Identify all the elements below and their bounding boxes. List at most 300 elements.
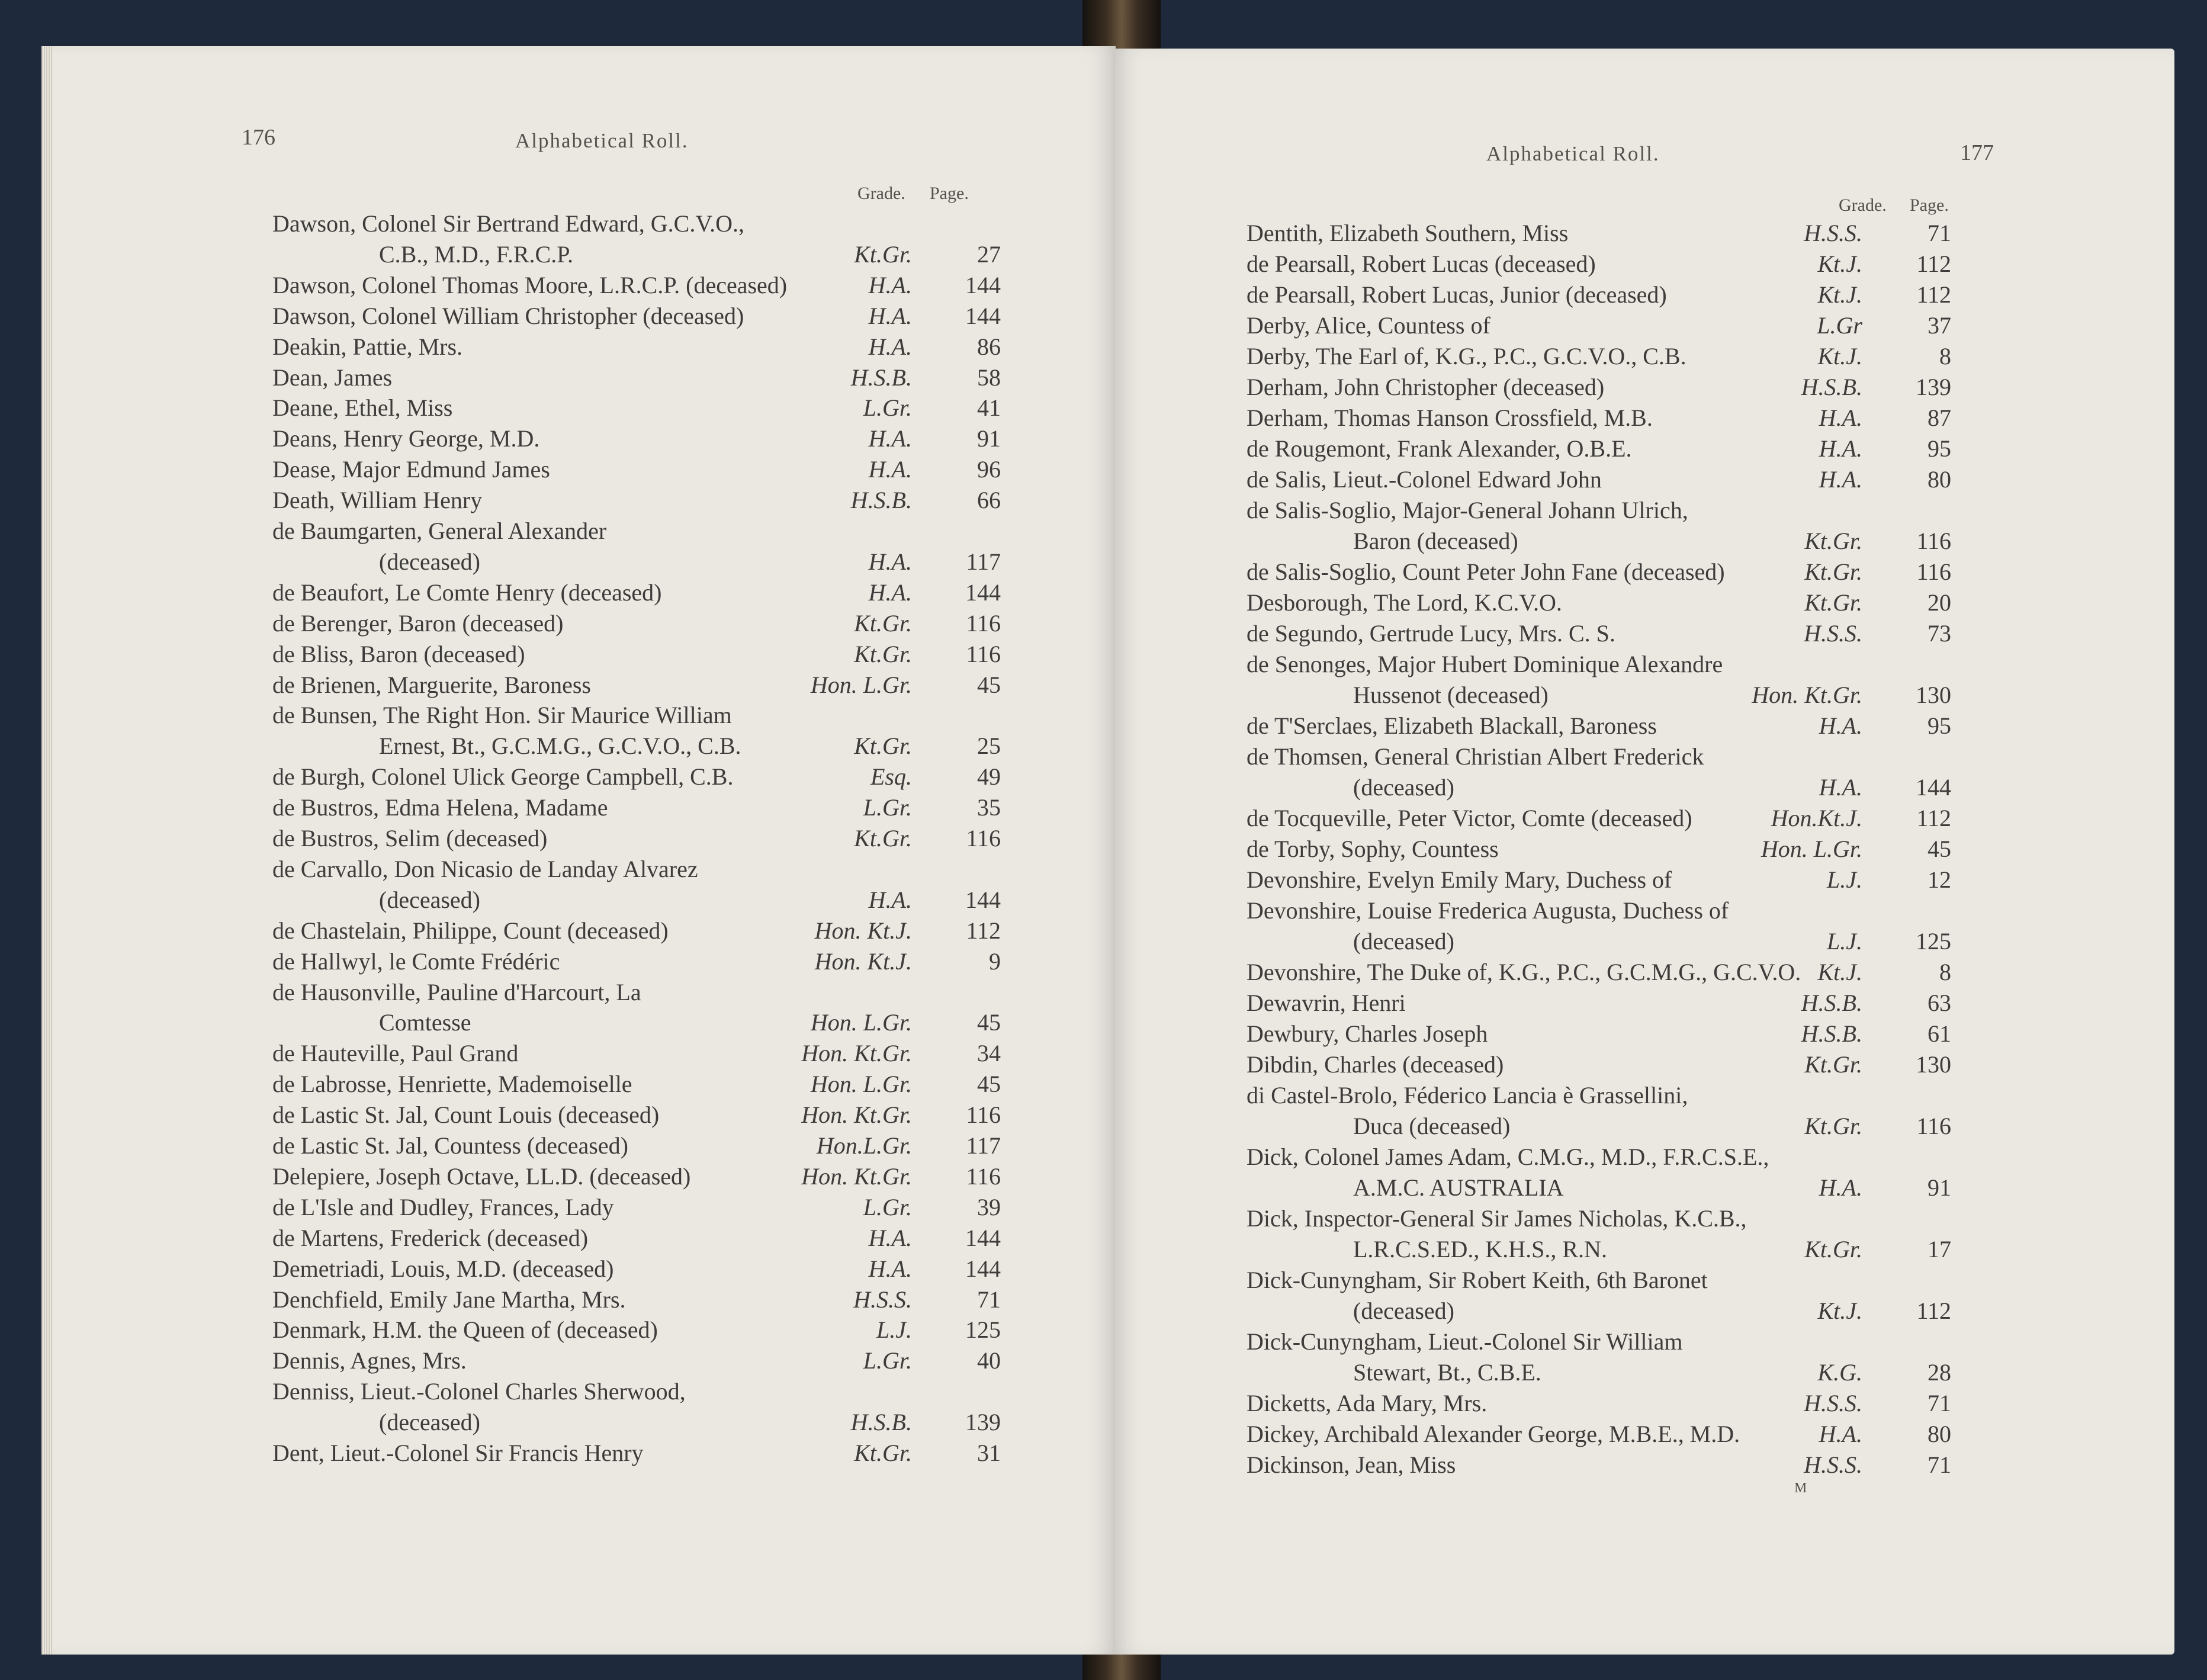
entry-name: Deans, Henry George, M.D.	[272, 425, 540, 452]
entry-name: Devonshire, The Duke of, K.G., P.C., G.C.M.G., G.C.V.O.	[1247, 959, 1801, 985]
entry-page: 144	[1916, 774, 1951, 801]
entry-row	[272, 301, 1001, 332]
entry-grade: Kt.Gr.	[854, 733, 912, 760]
entry-name: de Brienen, Marguerite, Baroness	[272, 671, 591, 698]
entry-row	[1247, 1296, 1951, 1326]
entry-row	[272, 977, 1001, 1008]
entry-row	[1247, 711, 1951, 741]
entry-name: (deceased)	[1353, 928, 1454, 955]
entry-row	[272, 670, 1001, 701]
entry-grade: L.Gr	[1817, 312, 1862, 339]
entry-name: Deakin, Pattie, Mrs.	[272, 333, 463, 360]
entry-page: 144	[965, 1224, 1001, 1251]
entry-name: (deceased)	[379, 548, 480, 575]
entry-row	[272, 547, 1001, 577]
entry-page: 45	[977, 1009, 1001, 1036]
entry-row	[272, 516, 1001, 547]
entry-grade: H.A.	[868, 271, 912, 298]
entry-grade: H.S.S.	[1804, 1451, 1862, 1478]
entry-row	[272, 823, 1001, 854]
entry-page: 45	[977, 671, 1001, 698]
entry-name: Dewbury, Charles Joseph	[1247, 1020, 1488, 1047]
entry-name: Dickey, Archibald Alexander George, M.B.E., M.D.	[1247, 1421, 1740, 1447]
entry-row	[1247, 1142, 1951, 1173]
entry-page: 9	[989, 947, 1001, 975]
entry-grade: Hon. L.Gr.	[810, 1009, 912, 1036]
entry-name: Ernest, Bt., G.C.M.G., G.C.V.O., C.B.	[379, 733, 741, 760]
entry-page: 116	[966, 640, 1001, 667]
entry-row	[1247, 495, 1951, 526]
entry-name: de Bliss, Baron (deceased)	[272, 640, 525, 667]
entry-name: de Carvallo, Don Nicasio de Landay Alvarez	[272, 855, 698, 882]
entry-grade: H.A.	[868, 425, 912, 452]
entry-grade: H.A.	[1819, 435, 1862, 462]
entry-name: Dick, Inspector-General Sir James Nicholas, K.C.B.,	[1247, 1205, 1747, 1232]
entry-name: Death, William Henry	[272, 487, 483, 514]
entry-page: 144	[965, 886, 1001, 913]
entry-grade: Hon. L.Gr.	[810, 671, 912, 698]
entry-page: 144	[965, 579, 1001, 606]
entry-row	[1247, 649, 1951, 680]
entry-grade: L.J.	[876, 1316, 912, 1344]
entry-row	[272, 362, 1001, 393]
entry-grade: L.Gr.	[863, 1347, 912, 1374]
entry-name: Devonshire, Evelyn Emily Mary, Duchess of	[1247, 866, 1672, 893]
entry-name: de Bustros, Selim (deceased)	[272, 825, 548, 852]
right-page-number: 177	[1960, 140, 1994, 165]
entry-row	[272, 393, 1001, 423]
entry-page: 39	[977, 1193, 1001, 1220]
entry-name: Duca (deceased)	[1353, 1113, 1511, 1139]
entry-grade: H.A.	[868, 456, 912, 483]
entry-grade: H.S.S.	[1804, 1390, 1862, 1416]
entry-name: de Beaufort, Le Comte Henry (deceased)	[272, 579, 662, 606]
entry-row	[272, 1130, 1001, 1161]
entry-row	[1247, 526, 1951, 557]
entry-row	[272, 1038, 1001, 1069]
entry-row	[1247, 1450, 1951, 1480]
entry-row	[1247, 1111, 1951, 1142]
entry-name: Dawson, Colonel Thomas Moore, L.R.C.P. (deceased)	[272, 271, 788, 298]
entry-name: de Hauteville, Paul Grand	[272, 1040, 519, 1067]
entry-name: (deceased)	[379, 1409, 480, 1436]
entry-page: 73	[1927, 620, 1951, 647]
entry-grade: Kt.Gr.	[854, 640, 912, 667]
entry-name: de Burgh, Colonel Ulick George Campbell, C.B.	[272, 763, 734, 791]
entry-grade: H.A.	[1819, 774, 1862, 801]
entry-name: Derby, Alice, Countess of	[1247, 312, 1490, 339]
entry-row	[1247, 464, 1951, 495]
entry-name: Dick-Cunyngham, Lieut.-Colonel Sir William	[1247, 1328, 1683, 1355]
entry-grade: Kt.J.	[1817, 959, 1862, 985]
entry-name: di Castel-Brolo, Féderico Lancia è Grassellini,	[1247, 1082, 1688, 1109]
entry-page: 49	[977, 763, 1001, 791]
entry-name: de L'Isle and Dudley, Frances, Lady	[272, 1193, 614, 1220]
entry-name: de Chastelain, Philippe, Count (deceased)	[272, 917, 669, 944]
entry-name: de Senonges, Major Hubert Dominique Alexandre	[1247, 651, 1723, 677]
entry-row	[1247, 803, 1951, 834]
entry-page: 144	[965, 302, 1001, 329]
entry-row	[1247, 1173, 1951, 1203]
entry-grade: H.S.S.	[1804, 620, 1862, 647]
entry-page: 17	[1927, 1236, 1951, 1263]
entry-row	[1247, 341, 1951, 372]
entry-page: 95	[1927, 712, 1951, 739]
entry-name: Dicketts, Ada Mary, Mrs.	[1247, 1390, 1488, 1416]
entry-row	[1247, 280, 1951, 310]
entry-grade: L.J.	[1827, 928, 1862, 955]
entry-row	[272, 885, 1001, 916]
entry-name: (deceased)	[1353, 1297, 1454, 1324]
entry-grade: H.S.B.	[1801, 374, 1862, 400]
signature-mark: M	[1794, 1480, 1807, 1496]
entry-name: de T'Serclaes, Elizabeth Blackall, Baroness	[1247, 712, 1657, 739]
right-page-header: Page.	[1910, 195, 1949, 215]
entry-name: de Tocqueville, Peter Victor, Comte (deceased)	[1247, 805, 1692, 831]
entry-page: 45	[977, 1071, 1001, 1098]
entry-name: Dawson, Colonel William Christopher (deceased)	[272, 302, 744, 329]
entry-name: Dennis, Agnes, Mrs.	[272, 1347, 467, 1374]
entry-name: Dickinson, Jean, Miss	[1247, 1451, 1456, 1478]
entry-page: 125	[1916, 928, 1951, 955]
entry-row	[1247, 1326, 1951, 1357]
entry-name: Dean, James	[272, 364, 393, 391]
entry-row	[1247, 372, 1951, 403]
entry-row	[1247, 1049, 1951, 1080]
entry-grade: H.A.	[1819, 466, 1862, 493]
entry-name: Derby, The Earl of, K.G., P.C., G.C.V.O., C.B.	[1247, 343, 1686, 370]
entry-grade: Hon. Kt.Gr.	[801, 1101, 912, 1129]
entry-row	[272, 454, 1001, 485]
entry-name: Denchfield, Emily Jane Martha, Mrs.	[272, 1286, 626, 1313]
entry-page: 20	[1927, 589, 1951, 616]
entry-name: de Pearsall, Robert Lucas (deceased)	[1247, 250, 1596, 277]
entry-row	[272, 1192, 1001, 1223]
entry-row	[1247, 865, 1951, 895]
entry-grade: H.A.	[868, 302, 912, 329]
entry-page: 116	[966, 1162, 1001, 1190]
entry-row	[272, 1100, 1001, 1130]
entry-grade: L.Gr.	[863, 394, 912, 422]
entry-page: 116	[966, 1101, 1001, 1129]
entry-name: Derham, John Christopher (deceased)	[1247, 374, 1605, 400]
entry-name: de Lastic St. Jal, Count Louis (deceased)	[272, 1101, 660, 1129]
entry-name: Denniss, Lieut.-Colonel Charles Sherwood,	[272, 1378, 686, 1405]
entry-name: Derham, Thomas Hanson Crossfield, M.B.	[1247, 404, 1653, 431]
entry-page: 66	[977, 487, 1001, 514]
entry-grade: H.A.	[868, 333, 912, 360]
entry-grade: H.S.S.	[853, 1286, 912, 1313]
entry-grade: Kt.Gr.	[854, 240, 912, 268]
entry-row	[272, 1161, 1001, 1192]
entry-grade: H.A.	[1819, 712, 1862, 739]
right-running-head: Alphabetical Roll.	[1486, 142, 1660, 165]
entry-row	[272, 700, 1001, 731]
entry-row	[1247, 249, 1951, 280]
entry-row	[1247, 587, 1951, 618]
entry-grade: H.A.	[868, 886, 912, 913]
entry-row	[1247, 1265, 1951, 1296]
entry-page: 80	[1927, 1421, 1951, 1447]
entry-name: (deceased)	[379, 886, 480, 913]
entry-name: de Salis-Soglio, Count Peter John Fane (deceased)	[1247, 558, 1725, 585]
entry-name: de Thomsen, General Christian Albert Frederick	[1247, 743, 1704, 770]
entry-row	[272, 577, 1001, 608]
entry-name: Dibdin, Charles (deceased)	[1247, 1051, 1504, 1078]
entry-page: 117	[966, 1132, 1001, 1159]
entry-grade: Kt.Gr.	[1804, 1236, 1862, 1263]
entry-grade: Hon. Kt.Gr.	[801, 1040, 912, 1067]
entry-grade: Hon. Kt.Gr.	[801, 1162, 912, 1190]
entry-page: 71	[977, 1286, 1001, 1313]
entry-grade: L.J.	[1827, 866, 1862, 893]
entry-row	[1247, 1357, 1951, 1388]
entry-row	[272, 1254, 1001, 1284]
entry-grade: Kt.Gr.	[854, 1440, 912, 1466]
entry-row	[272, 1284, 1001, 1315]
entry-page: 125	[965, 1316, 1001, 1344]
entry-page: 139	[965, 1409, 1001, 1436]
entry-page: 86	[977, 333, 1001, 360]
entry-row	[1247, 895, 1951, 926]
entry-row	[1247, 988, 1951, 1019]
entry-name: Baron (deceased)	[1353, 528, 1518, 554]
entry-row	[1247, 1234, 1951, 1265]
entry-grade: Kt.J.	[1817, 281, 1862, 308]
entry-grade: H.A.	[868, 1224, 912, 1251]
entry-grade: Hon. Kt.J.	[814, 947, 912, 975]
entry-page: 31	[977, 1440, 1001, 1466]
entry-row	[1247, 1080, 1951, 1111]
entry-grade: Kt.J.	[1817, 1297, 1862, 1324]
entry-grade: H.S.S.	[1804, 220, 1862, 246]
page-edges	[41, 46, 52, 1655]
entry-grade: Hon.L.Gr.	[816, 1132, 912, 1159]
entry-row	[1247, 957, 1951, 988]
entry-name: de Bustros, Edma Helena, Madame	[272, 794, 608, 821]
entry-grade: K.G.	[1817, 1359, 1862, 1386]
entry-grade: H.S.B.	[1801, 990, 1862, 1016]
entry-name: Desborough, The Lord, K.C.V.O.	[1247, 589, 1562, 616]
entry-page: 61	[1927, 1020, 1951, 1047]
entry-row	[272, 1223, 1001, 1254]
entry-name: Denmark, H.M. the Queen of (deceased)	[272, 1316, 658, 1344]
left-grade-header: Grade.	[857, 184, 905, 203]
entry-page: 34	[977, 1040, 1001, 1067]
entry-grade: Kt.Gr.	[854, 609, 912, 637]
entry-grade: Kt.Gr.	[1804, 528, 1862, 554]
entry-row	[272, 1376, 1001, 1407]
entry-name: de Baumgarten, General Alexander	[272, 518, 607, 544]
entry-grade: Hon.Kt.J.	[1771, 805, 1862, 831]
entry-page: 112	[1916, 805, 1951, 831]
entry-name: Stewart, Bt., C.B.E.	[1353, 1359, 1541, 1386]
entry-row	[272, 239, 1001, 270]
entry-page: 87	[1927, 404, 1951, 431]
entry-page: 58	[977, 364, 1001, 391]
entry-row	[1247, 310, 1951, 341]
entry-row	[272, 1315, 1001, 1345]
left-running-head: Alphabetical Roll.	[515, 129, 689, 152]
entry-page: 45	[1927, 836, 1951, 862]
entry-page: 71	[1927, 1451, 1951, 1478]
entry-name: de Hallwyl, le Comte Frédéric	[272, 947, 560, 975]
entry-row	[272, 1007, 1001, 1038]
entry-row	[1247, 618, 1951, 649]
entry-grade: H.A.	[868, 1255, 912, 1282]
entry-page: 63	[1927, 990, 1951, 1016]
entry-page: 112	[1916, 1297, 1951, 1324]
entry-name: Delepiere, Joseph Octave, LL.D. (deceased)	[272, 1162, 691, 1190]
entry-page: 112	[1916, 281, 1951, 308]
entry-name: Demetriadi, Louis, M.D. (deceased)	[272, 1255, 614, 1282]
entry-page: 28	[1927, 1359, 1951, 1386]
entry-row	[1247, 834, 1951, 865]
entry-grade: Kt.Gr.	[1804, 589, 1862, 616]
entry-grade: H.A.	[868, 579, 912, 606]
entry-name: de Pearsall, Robert Lucas, Junior (deceased)	[1247, 281, 1667, 308]
entry-name: de Rougemont, Frank Alexander, O.B.E.	[1247, 435, 1632, 462]
entry-row	[1247, 403, 1951, 433]
entry-row	[272, 485, 1001, 516]
entry-page: 40	[977, 1347, 1001, 1374]
entry-page: 37	[1927, 312, 1951, 339]
entry-name: Dent, Lieut.-Colonel Sir Francis Henry	[272, 1440, 644, 1466]
entry-row	[272, 1345, 1001, 1376]
entry-page: 144	[965, 271, 1001, 298]
entry-grade: Hon. Kt.J.	[814, 917, 912, 944]
entry-row	[1247, 1203, 1951, 1234]
entry-name: Deane, Ethel, Miss	[272, 394, 453, 422]
entry-page: 12	[1927, 866, 1951, 893]
entry-name: de Berenger, Baron (deceased)	[272, 609, 564, 637]
entry-grade: H.S.B.	[1801, 1020, 1862, 1047]
entry-page: 144	[965, 1255, 1001, 1282]
entry-grade: H.S.B.	[850, 1409, 912, 1436]
entry-name: de Lastic St. Jal, Countess (deceased)	[272, 1132, 628, 1159]
entry-row	[272, 1438, 1001, 1469]
entry-row	[272, 916, 1001, 946]
entry-page: 91	[1927, 1174, 1951, 1201]
entry-name: Dick-Cunyngham, Sir Robert Keith, 6th Baronet	[1247, 1267, 1708, 1293]
entry-row	[1247, 926, 1951, 957]
entry-grade: Kt.Gr.	[1804, 558, 1862, 585]
entry-row	[272, 946, 1001, 977]
right-grade-header: Grade.	[1839, 195, 1887, 215]
entry-row	[1247, 1419, 1951, 1450]
entry-name: A.M.C. AUSTRALIA	[1353, 1174, 1564, 1201]
entry-page: 25	[977, 733, 1001, 760]
entry-page: 116	[1916, 1113, 1951, 1139]
entry-page: 8	[1939, 343, 1951, 370]
entry-row	[1247, 772, 1951, 803]
entry-name: de Martens, Frederick (deceased)	[272, 1224, 589, 1251]
entry-name: de Labrosse, Henriette, Mademoiselle	[272, 1071, 632, 1098]
entry-grade: H.A.	[868, 548, 912, 575]
entry-page: 112	[966, 917, 1001, 944]
entry-name: Hussenot (deceased)	[1353, 682, 1549, 708]
entry-row	[272, 270, 1001, 301]
entry-row	[1247, 218, 1951, 249]
entry-row	[1247, 557, 1951, 587]
entry-grade: H.A.	[1819, 1174, 1862, 1201]
entry-grade: L.Gr.	[863, 1193, 912, 1220]
entry-page: 116	[966, 825, 1001, 852]
entry-row	[272, 762, 1001, 792]
left-page-header: Page.	[930, 184, 969, 203]
entry-page: 139	[1916, 374, 1951, 400]
entry-row	[272, 1407, 1001, 1438]
entry-page: 91	[977, 425, 1001, 452]
entry-row	[272, 208, 1001, 239]
entry-page: 95	[1927, 435, 1951, 462]
entry-page: 130	[1916, 682, 1951, 708]
entry-page: 8	[1939, 959, 1951, 985]
entry-grade: Hon. Kt.Gr.	[1752, 682, 1862, 708]
entry-name: Devonshire, Louise Frederica Augusta, Duchess of	[1247, 897, 1729, 924]
entry-name: Dentith, Elizabeth Southern, Miss	[1247, 220, 1569, 246]
entry-grade: Kt.Gr.	[1804, 1051, 1862, 1078]
entry-grade: Esq.	[870, 763, 912, 791]
entry-row	[1247, 1388, 1951, 1419]
entry-page: 112	[1916, 250, 1951, 277]
entry-name: Comtesse	[379, 1009, 471, 1036]
entry-page: 35	[977, 794, 1001, 821]
entry-grade: H.A.	[1819, 1421, 1862, 1447]
entry-row	[1247, 680, 1951, 711]
entry-name: Dewavrin, Henri	[1247, 990, 1406, 1016]
entry-name: de Bunsen, The Right Hon. Sir Maurice William	[272, 702, 732, 729]
entry-row	[272, 854, 1001, 885]
entry-grade: Kt.J.	[1817, 343, 1862, 370]
entry-row	[272, 1069, 1001, 1100]
entry-grade: H.S.B.	[850, 487, 912, 514]
entry-page: 80	[1927, 466, 1951, 493]
entry-grade: H.A.	[1819, 404, 1862, 431]
entry-row	[272, 792, 1001, 823]
left-page-number: 176	[242, 125, 275, 150]
entry-page: 116	[1916, 528, 1951, 554]
entry-page: 41	[977, 394, 1001, 422]
entry-name: de Torby, Sophy, Countess	[1247, 836, 1499, 862]
entry-name: de Salis, Lieut.-Colonel Edward John	[1247, 466, 1602, 493]
entry-page: 27	[977, 240, 1001, 268]
entry-page: 130	[1916, 1051, 1951, 1078]
entry-name: L.R.C.S.ED., K.H.S., R.N.	[1353, 1236, 1607, 1263]
entry-row	[272, 423, 1001, 454]
entry-name: (deceased)	[1353, 774, 1454, 801]
entry-row	[1247, 741, 1951, 772]
entry-page: 71	[1927, 1390, 1951, 1416]
entry-page: 116	[1916, 558, 1951, 585]
entry-row	[272, 731, 1001, 762]
entry-grade: Hon. L.Gr.	[1761, 836, 1862, 862]
entry-name: de Hausonville, Pauline d'Harcourt, La	[272, 978, 641, 1006]
entry-page: 117	[966, 548, 1001, 575]
entry-name: de Salis-Soglio, Major-General Johann Ulrich,	[1247, 497, 1688, 523]
entry-name: Dawson, Colonel Sir Bertrand Edward, G.C.V.O.,	[272, 210, 744, 237]
entry-row	[272, 332, 1001, 362]
entry-row	[272, 608, 1001, 639]
entry-name: Dease, Major Edmund James	[272, 456, 550, 483]
entry-grade: Kt.Gr.	[1804, 1113, 1862, 1139]
entry-page: 116	[966, 609, 1001, 637]
entry-page: 96	[977, 456, 1001, 483]
entry-row	[272, 639, 1001, 670]
entry-grade: Kt.Gr.	[854, 825, 912, 852]
entry-page: 71	[1927, 220, 1951, 246]
entry-name: Dick, Colonel James Adam, C.M.G., M.D., F.R.C.S.E.,	[1247, 1143, 1769, 1170]
